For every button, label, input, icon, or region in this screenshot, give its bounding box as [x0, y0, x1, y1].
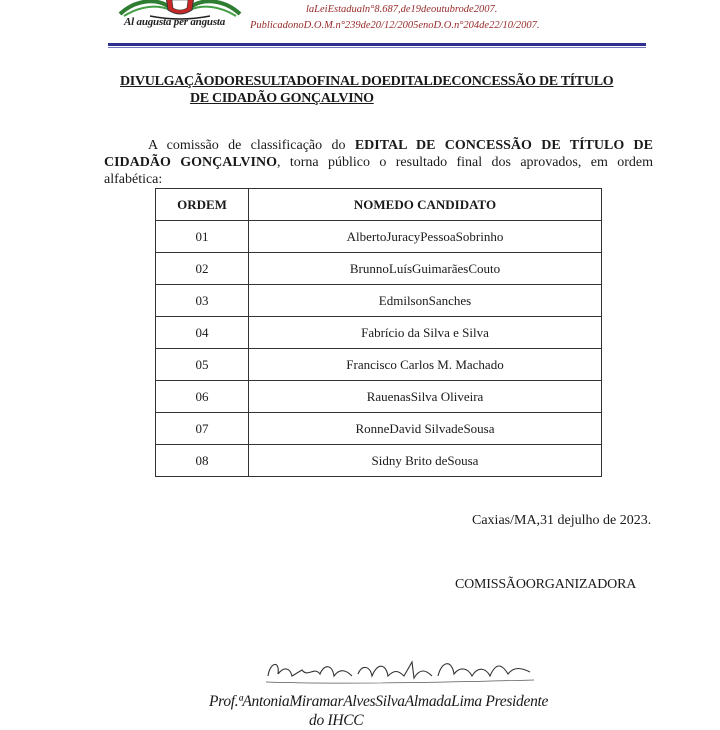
header-rule [108, 43, 646, 46]
candidate-cell: EdmilsonSanches [249, 285, 602, 317]
candidate-cell: Sidny Brito deSousa [249, 445, 602, 477]
results-table [155, 188, 602, 477]
order-cell: 01 [156, 221, 249, 253]
table-row [156, 221, 602, 253]
table-row [156, 413, 602, 445]
order-cell: 05 [156, 349, 249, 381]
table-row [156, 445, 602, 477]
committee-name: COMISSÃOORGANIZADORA [455, 577, 637, 592]
column-header-candidate: NOMEDO CANDIDATO [249, 189, 602, 221]
table-row [156, 381, 602, 413]
table-row [156, 285, 602, 317]
signer-line-1: Prof.ªAntoniaMiramarAlvesSilvaAlmadaLima Presidente [209, 693, 549, 710]
logo-motto: Al augusta per angusta [124, 16, 226, 28]
order-cell: 08 [156, 445, 249, 477]
order-cell: 02 [156, 253, 249, 285]
header-law-line: laLeiEstadualn°8.687,de19deoutubrode2007. [306, 4, 498, 15]
table-row [156, 317, 602, 349]
handwritten-signature [262, 652, 542, 688]
intro-end: , torna público o resultado final dos aprovados, em ordem alfabética: [104, 155, 653, 187]
intro-paragraph [104, 137, 653, 188]
intro-bold: EDITAL DE CONCESSÃO DE TÍTULO DE CIDADÃO GONÇALVINO [104, 138, 654, 170]
order-cell: 03 [156, 285, 249, 317]
place-and-date: Caxias/MA,31 dejulho de 2023. [472, 513, 652, 528]
order-cell: 06 [156, 381, 249, 413]
intro-start: A comissão de classificação do [148, 138, 355, 153]
candidate-cell: Francisco Carlos M. Machado [249, 349, 602, 381]
candidate-cell: RonneDavid SilvadeSousa [249, 413, 602, 445]
order-cell: 04 [156, 317, 249, 349]
header-rule-thin [108, 47, 646, 48]
table-header-row [156, 189, 602, 221]
candidate-cell: AlbertoJuracyPessoaSobrinho [249, 221, 602, 253]
column-header-order: ORDEM [156, 189, 249, 221]
signer-name [209, 692, 629, 730]
candidate-cell: RauenasSilva Oliveira [249, 381, 602, 413]
table-row [156, 349, 602, 381]
header-publication-line: PublicadonoD.O.M.n°239de20/12/2005enoD.O.n°204de22/10/2007. [250, 20, 540, 31]
signer-line-2: do IHCC [309, 712, 364, 729]
candidate-cell: Fabrício da Silva e Silva [249, 317, 602, 349]
title-line-1: DIVULGAÇÃODORESULTADOFINAL DOEDITALDECONCESSÃO DE TÍTULO [120, 74, 614, 89]
order-cell: 07 [156, 413, 249, 445]
candidate-cell: BrunnoLuísGuimarãesCouto [249, 253, 602, 285]
table-row [156, 253, 602, 285]
title-line-2: DE CIDADÃO GONÇALVINO [190, 91, 374, 106]
document-title [120, 73, 680, 107]
